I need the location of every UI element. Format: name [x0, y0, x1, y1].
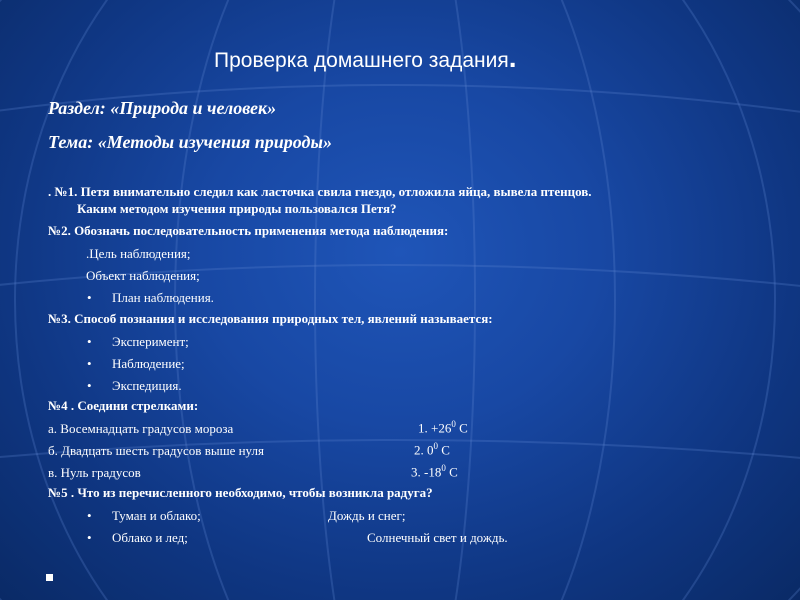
match-left-item: в. Нуль градусов: [48, 465, 141, 480]
question-5-item: Солнечный свет и дождь.: [367, 530, 508, 545]
question-2-item: Объект наблюдения;: [86, 268, 200, 283]
match-left-item: а. Восемнадцать градусов мороза: [48, 421, 234, 436]
match-right-item: 2. $0^0$ С: [414, 441, 450, 458]
question-5-item: • Облако и лед;: [112, 530, 188, 546]
question-2: №2. Обозначь последовательность применения метода наблюдения:: [48, 223, 449, 238]
question-5: №5 . Что из перечисленного необходимо, чтобы возникла радуга?: [48, 485, 433, 500]
empty-bullet-square: [46, 574, 53, 581]
question-3-item: • Эксперимент;: [112, 334, 189, 350]
question-5-item: Дождь и снег;: [328, 508, 406, 523]
title-dot: .: [508, 42, 517, 73]
question-3: №3. Способ познания и исследования природных тел, явлений называется:: [48, 311, 493, 326]
match-left-item: б. Двадцать шесть градусов выше нуля: [48, 443, 264, 458]
match-right-item: 1. $+26^0$ С: [418, 419, 468, 436]
question-5-item: • Туман и облако;: [112, 508, 201, 524]
topic-heading: Тема: «Методы изучения природы»: [48, 132, 332, 152]
question-1-line-2: Каким методом изучения природы пользовался Петя?: [77, 201, 397, 216]
slide-title: Проверка домашнего задания.: [214, 42, 517, 73]
question-4: №4 . Соедини стрелками:: [48, 398, 199, 413]
question-1-line-1: . №1. Петя внимательно следил как ласточка свила гнездо, отложила яйца, вывела птенцов.: [48, 184, 592, 199]
question-3-item: • Экспедиция.: [112, 378, 182, 394]
question-3-item: • Наблюдение;: [112, 356, 185, 372]
question-2-item: • План наблюдения.: [112, 290, 214, 306]
match-right-item: 3. $-18^0$ С: [411, 463, 458, 480]
section-heading: Раздел: «Природа и человек»: [48, 98, 277, 118]
question-2-item: .Цель наблюдения;: [86, 246, 191, 261]
